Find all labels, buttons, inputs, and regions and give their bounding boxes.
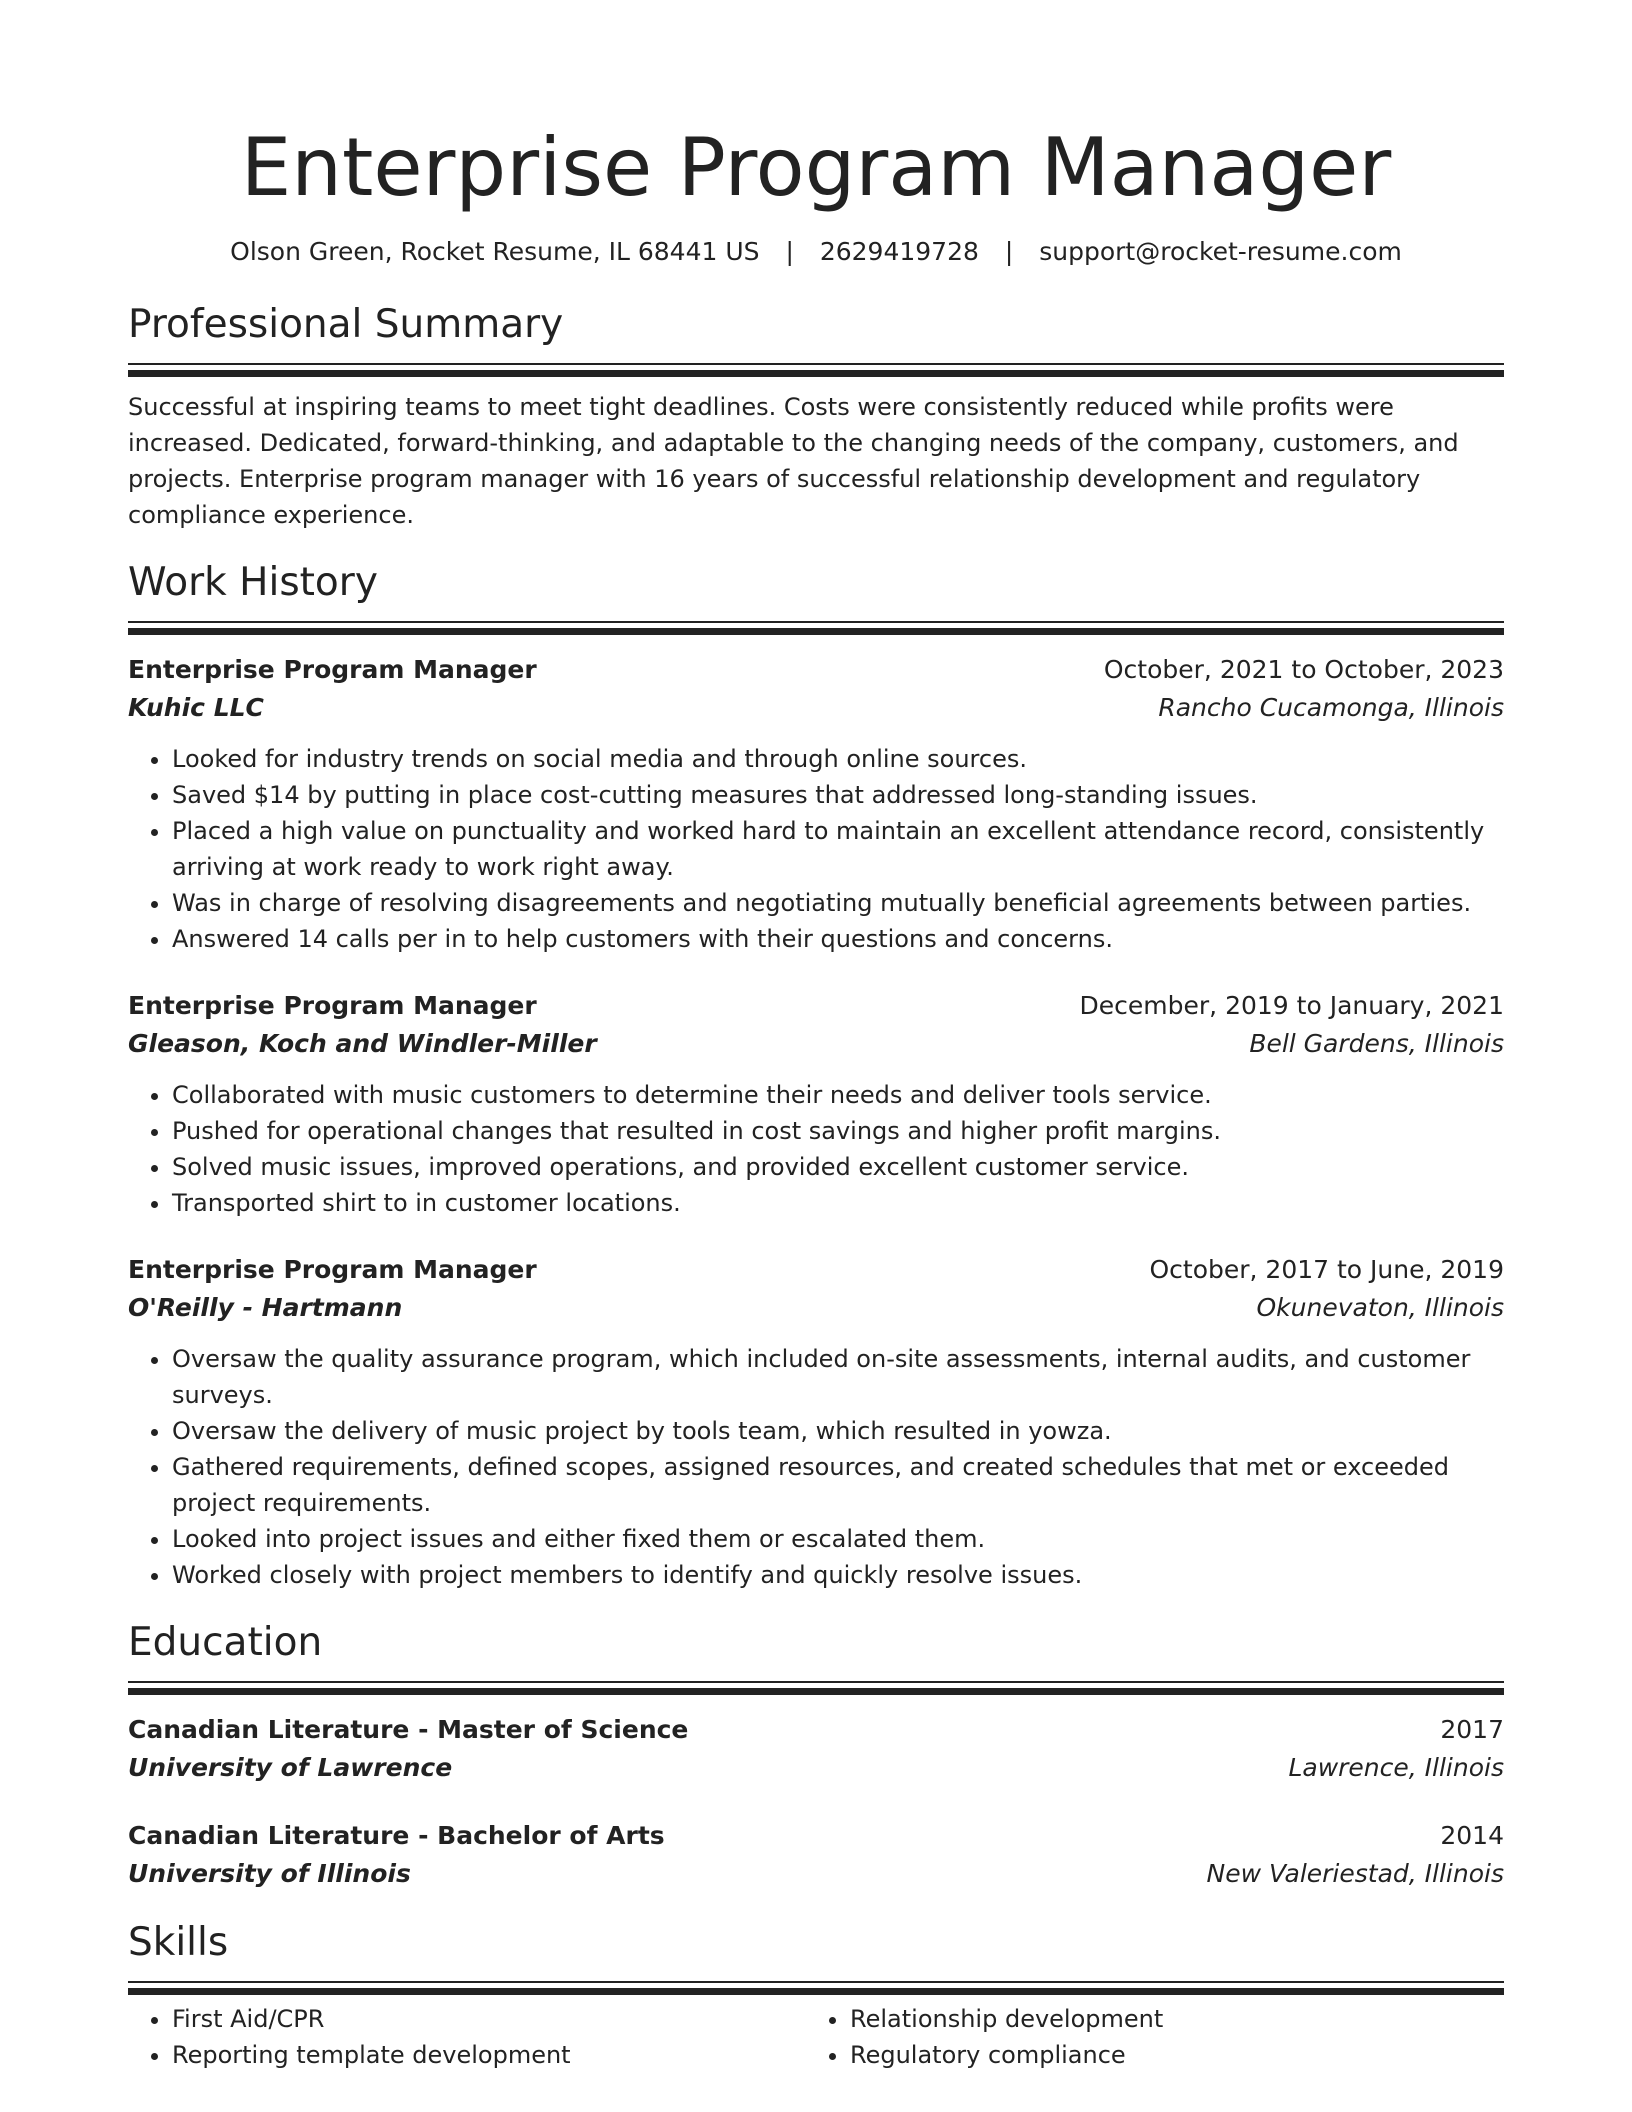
skills-list <box>806 2001 1484 2073</box>
job-title: Enterprise Program Manager <box>128 1255 537 1284</box>
job-bullet: • Oversaw the delivery of music project by tools team, which resulted in yowza. <box>172 1413 1504 1449</box>
skills-grid <box>128 2001 1504 2073</box>
job-dates: December, 2019 to January, 2021 <box>1079 991 1504 1020</box>
job-bullet: • Gathered requirements, defined scopes, assigned resources, and created schedules that met or exceeded project requirements. <box>172 1449 1504 1521</box>
job-location: Rancho Cucamonga, Illinois <box>1158 693 1504 722</box>
job-dates: October, 2021 to October, 2023 <box>1103 655 1504 684</box>
work-history-section <box>128 559 1504 1593</box>
education-degree: Canadian Literature - Bachelor of Arts <box>128 1821 665 1850</box>
skills-column-left <box>128 2001 806 2073</box>
education-year: 2014 <box>1440 1821 1504 1850</box>
job-company: Gleason, Koch and Windler-Miller <box>128 1029 597 1058</box>
summary-section <box>128 301 1504 533</box>
contact-address: Olson Green, Rocket Resume, IL 68441 US <box>230 237 760 266</box>
section-heading-skills: Skills <box>128 1920 229 1965</box>
resume-page <box>128 0 1504 2073</box>
job-bullet: • Pushed for operational changes that resulted in cost savings and higher profit margins. <box>172 1113 1504 1149</box>
job-bullet: • Looked into project issues and either fixed them or escalated them. <box>172 1521 1504 1557</box>
job-company: Kuhic LLC <box>128 693 264 722</box>
skills-section <box>128 1919 1504 2073</box>
contact-separator: | <box>1004 237 1014 266</box>
resume-title: Enterprise Program Manager <box>240 121 1392 214</box>
job-bullet: • Looked for industry trends on social media and through online sources. <box>172 741 1504 777</box>
skills-list <box>128 2001 806 2073</box>
skills-column-right <box>806 2001 1484 2073</box>
contact-line <box>128 236 1504 268</box>
job-bullet: • Transported shirt to in customer locations. <box>172 1185 1504 1221</box>
contact-separator: | <box>785 237 794 266</box>
job-entry <box>128 987 1504 1221</box>
skill-item: • First Aid/CPR <box>172 2001 806 2037</box>
section-heading-work-history: Work History <box>128 560 378 605</box>
education-section <box>128 1619 1504 1893</box>
job-bullet: • Solved music issues, improved operations, and provided excellent customer service. <box>172 1149 1504 1185</box>
section-divider <box>128 621 1504 635</box>
section-divider <box>128 1681 1504 1695</box>
job-title: Enterprise Program Manager <box>128 991 537 1020</box>
job-entry <box>128 651 1504 957</box>
section-heading-education: Education <box>128 1620 323 1665</box>
education-entry <box>128 1711 1504 1787</box>
education-school: University of Lawrence <box>128 1753 453 1782</box>
job-bullet: • Oversaw the quality assurance program, which included on-site assessments, internal audits, and customer surveys. <box>172 1341 1504 1413</box>
education-location: New Valeriestad, Illinois <box>1206 1859 1504 1888</box>
job-bullets <box>128 1341 1504 1593</box>
job-bullet: • Answered 14 calls per in to help customers with their questions and concerns. <box>172 921 1504 957</box>
job-bullet: • Placed a high value on punctuality and worked hard to maintain an excellent attendance record, consistently arriving at work ready to work right away. <box>172 813 1504 885</box>
education-school: University of Illinois <box>128 1859 411 1888</box>
job-location: Bell Gardens, Illinois <box>1249 1029 1504 1058</box>
job-title: Enterprise Program Manager <box>128 655 537 684</box>
job-entry <box>128 1251 1504 1593</box>
job-bullet: • Was in charge of resolving disagreements and negotiating mutually beneficial agreements between parties. <box>172 885 1504 921</box>
skill-item: • Reporting template development <box>172 2037 806 2073</box>
contact-email: support@rocket-resume.com <box>1039 237 1402 266</box>
education-degree: Canadian Literature - Master of Science <box>128 1715 689 1744</box>
section-heading-summary: Professional Summary <box>128 302 564 347</box>
job-company: O'Reilly - Hartmann <box>128 1293 403 1322</box>
job-bullet: • Worked closely with project members to identify and quickly resolve issues. <box>172 1557 1504 1593</box>
summary-text: Successful at inspiring teams to meet tight deadlines. Costs were consistently reduced while profits were increased. Dedicated, forward-thinking, and adaptable to the changing needs of the company, customers, and projects. Enterprise program manager with 16 years of successful relationship development and regulatory compliance experience. <box>128 393 1459 529</box>
education-location: Lawrence, Illinois <box>1288 1753 1504 1782</box>
job-bullet: • Saved $14 by putting in place cost-cutting measures that addressed long-standing issues. <box>172 777 1504 813</box>
education-year: 2017 <box>1440 1715 1504 1744</box>
job-bullets <box>128 741 1504 957</box>
section-divider <box>128 363 1504 377</box>
job-bullet: • Collaborated with music customers to determine their needs and deliver tools service. <box>172 1077 1504 1113</box>
education-entry <box>128 1817 1504 1893</box>
contact-phone: 2629419728 <box>819 237 979 266</box>
job-location: Okunevaton, Illinois <box>1256 1293 1504 1322</box>
skill-item: • Regulatory compliance <box>850 2037 1484 2073</box>
job-dates: October, 2017 to June, 2019 <box>1149 1255 1504 1284</box>
section-divider <box>128 1981 1504 1995</box>
skill-item: • Relationship development <box>850 2001 1484 2037</box>
job-bullets <box>128 1077 1504 1221</box>
